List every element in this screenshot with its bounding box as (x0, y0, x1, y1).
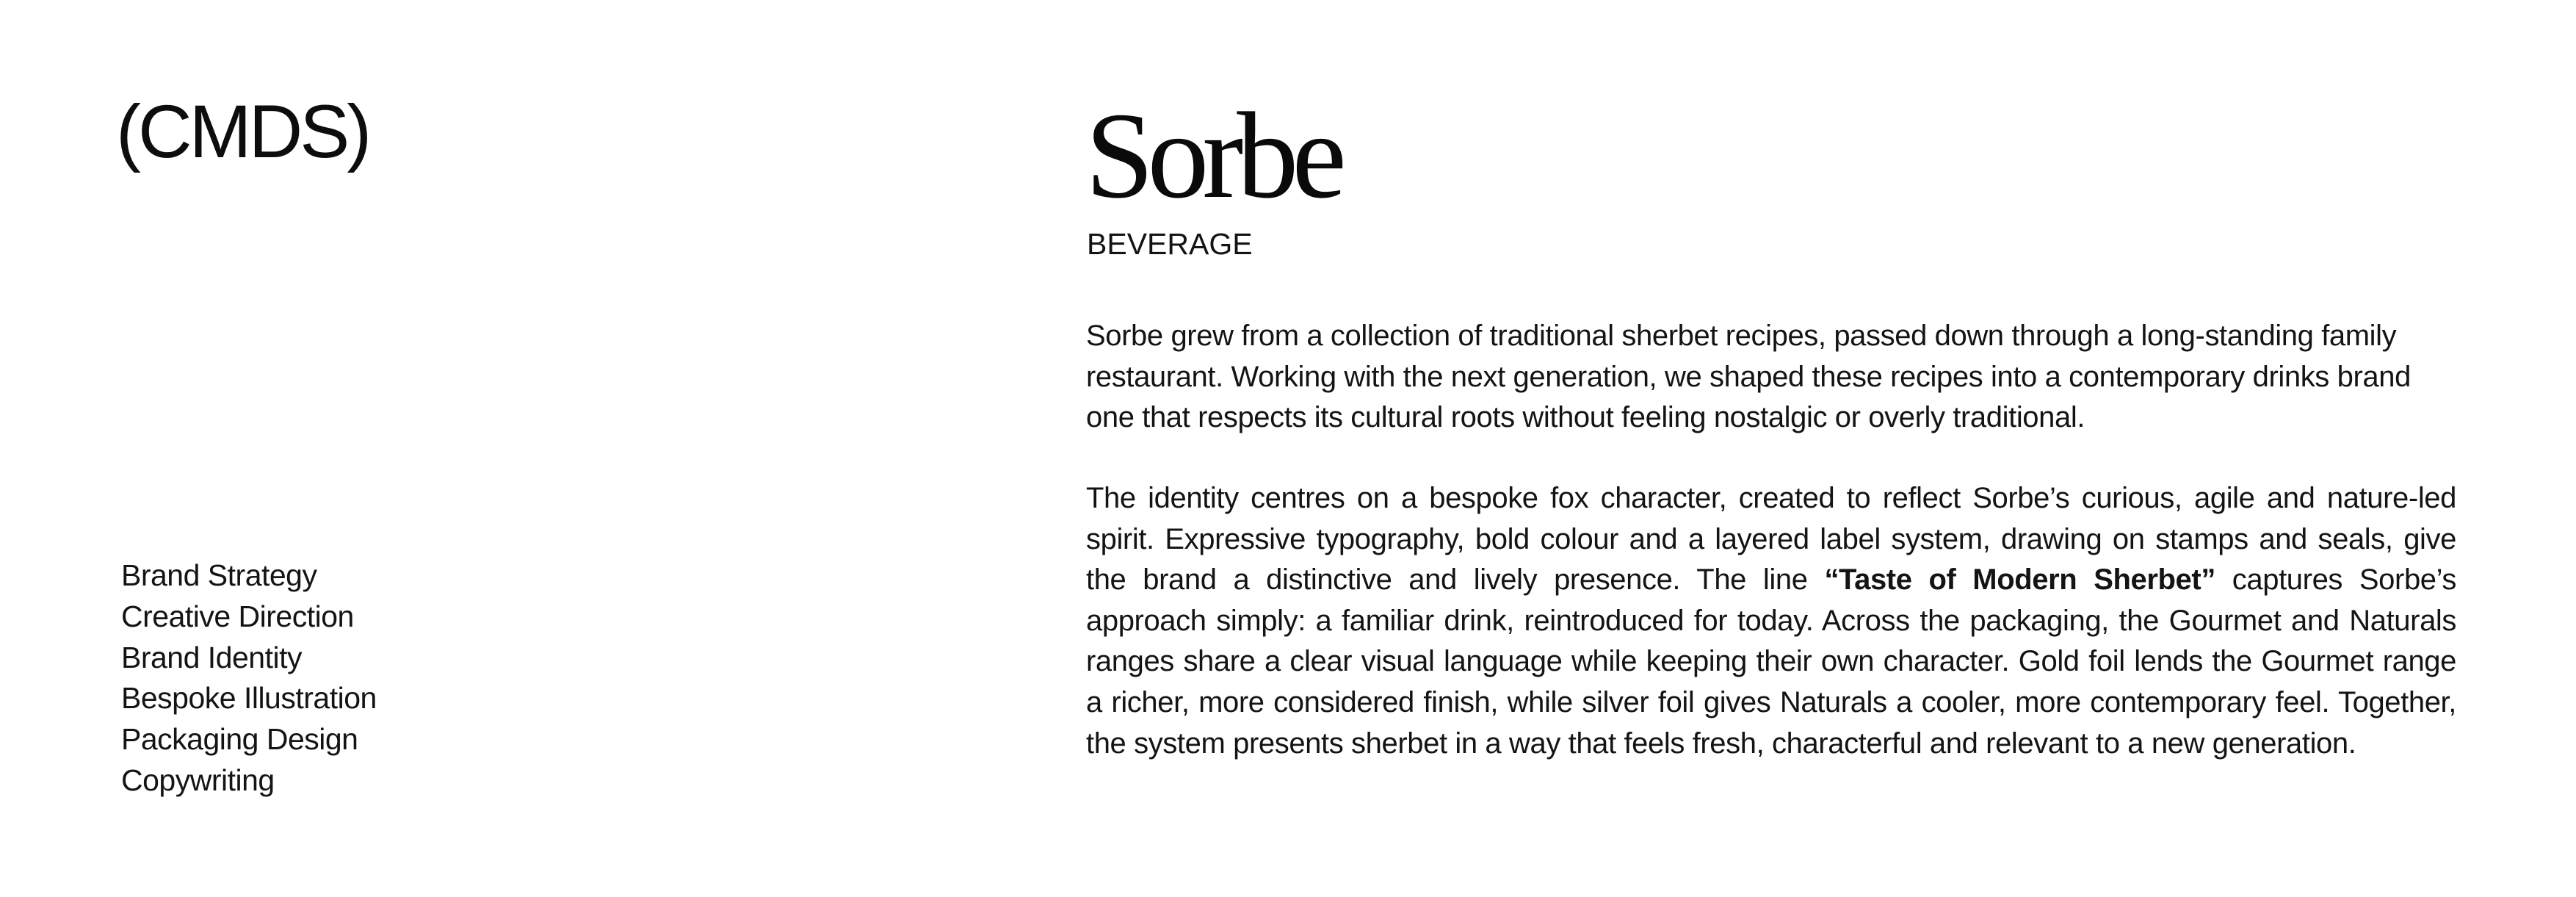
brand-logo[interactable]: (CMDS) (116, 90, 369, 173)
service-item-brand-strategy: Brand Strategy (121, 558, 317, 592)
tagline-highlight: “Taste of Modern Sherbet” (1824, 563, 2215, 597)
services-list (121, 555, 377, 801)
project-description-identity (1086, 478, 2456, 764)
description-text-start: The identity centres on a bespoke fox character, created to reflect Sorbe’s curious, agile and nature-led spirit. Expressive typography, bold colour and a layered label system, drawing on stamps and seals, give the brand a distinctive and lively presence. The line (1086, 482, 2456, 597)
service-item-bespoke-illustration: Bespoke Illustration (121, 681, 377, 716)
service-item-packaging-design: Packaging Design (121, 722, 358, 757)
service-item-creative-direction: Creative Direction (121, 599, 354, 633)
service-item-copywriting: Copywriting (121, 763, 275, 797)
project-description-intro: Sorbe grew from a collection of traditional sherbet recipes, passed down through a long-standing family restaurant. Working with the next generation, we shaped these recipes into a contemporary drinks brand one that respects its cultural roots without feeling nostalgic or overly traditional. (1086, 320, 2411, 434)
service-item-brand-identity: Brand Identity (121, 640, 302, 674)
description-text-end: captures Sorbe’s approach simply: a familiar drink, reintroduced for today. Across the packaging, the Gourmet and Naturals ranges share a clear visual language while keeping their own character. Gold foil lends the Gourmet range a richer, more considered finish, while silver foil gives Naturals a cooler, more contemporary feel. Together, the system presents sherbet in a way that feels fresh, characterful and relevant to a new generation. (1086, 563, 2456, 760)
project-category: BEVERAGE (1087, 227, 1253, 261)
project-title: Sorbe (1085, 87, 1340, 224)
